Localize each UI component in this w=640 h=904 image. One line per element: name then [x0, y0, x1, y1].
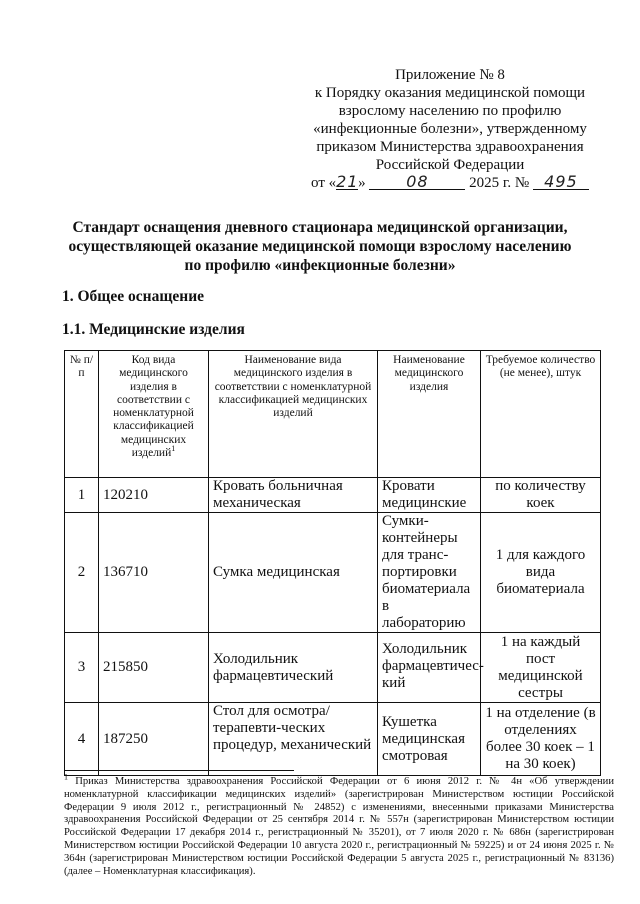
row-num: 1 [65, 478, 99, 513]
appendix-line: взрослому населению по профилю [338, 103, 562, 119]
footnote-ref: 1 [171, 444, 176, 454]
footnote-mark: 1 [64, 772, 68, 782]
footnote-text: Приказ Министерства здравоохранения Российской Федерации от 6 июня 2012 г. № 4н «Об утверждении номенклатурной классификации медицинских изделий» (зарегистрирован Министерством юстиции Российской Федерации 9 июля 2012 г., регистрационный № 24852) с изменениями, внесенными приказами Министерства здравоохранения Российской Федерации от 25 сентября 2014 г. № 557н (зарегистрирован Министерством юстиции Российской Федерации 17 декабря 2014 г., регистрационный № 35201), от 7 июля 2020 г. № 686н (зарегистрирован Министерством юстиции Российской Федерации 10 августа 2020 г., регистрационный № 59225) и от 24 июня 2025 г. № 364н (зарегистрирован Министерством юстиции Российской Федерации 5 августа 2025 г., регистрационный № 83136) (далее – Номенклатурная классификация). [64, 776, 614, 877]
row-qty: 1 на отделение (в отделениях более 30 коек – 1 на 30 коек) [481, 703, 601, 776]
table-row [65, 478, 601, 513]
row-code: 120210 [99, 478, 209, 513]
row-type-name: Сумка медицинская [209, 513, 378, 633]
row-type-name: Стол для осмотра/терапевти-ческих процедур, механический [209, 703, 378, 776]
appendix-line: Российской Федерации [375, 157, 525, 173]
appendix-header [300, 66, 600, 192]
header-type-name: Наименование вида медицинского изделия в соответствии с номенклатурной классификацией медицинских изделий [209, 351, 378, 478]
table-row [65, 703, 601, 776]
order-number: 495 [533, 174, 589, 190]
row-code: 187250 [99, 703, 209, 776]
order-line [300, 174, 600, 192]
header-qty: Требуемое количество (не менее), штук [481, 351, 601, 478]
header-item-name: Наименование медицинского изделия [378, 351, 481, 478]
row-num: 3 [65, 633, 99, 703]
order-day: 21 [336, 172, 359, 191]
footnote [64, 772, 614, 878]
row-code: 215850 [99, 633, 209, 703]
appendix-line: приказом Министерства здравоохранения [316, 139, 584, 155]
row-code: 136710 [99, 513, 209, 633]
row-item-name: Сумки-контейнеры для транс-портировки биоматериала в лабораторию [378, 513, 481, 633]
row-num: 4 [65, 703, 99, 776]
appendix-line: «инфекционные болезни», утвержденному [313, 121, 587, 137]
subsection-heading: 1.1. Медицинские изделия [62, 321, 245, 338]
row-type-name: Холодильник фармацевтический [209, 633, 378, 703]
table-row [65, 513, 601, 633]
row-item-name: Холодильник фармацевтичес-кий [378, 633, 481, 703]
header-code [99, 351, 209, 478]
table-header-row [65, 351, 601, 478]
order-prefix: от « [311, 175, 337, 191]
appendix-title: Приложение № 8 [395, 67, 505, 83]
order-quote: » [358, 175, 366, 191]
row-qty: 1 для каждого вида биоматериала [481, 513, 601, 633]
table-row [65, 633, 601, 703]
row-qty: по количеству коек [481, 478, 601, 513]
row-qty: 1 на каждый пост медицинской сестры [481, 633, 601, 703]
appendix-line: к Порядку оказания медицинской помощи [314, 85, 586, 101]
title-line: по профилю «инфекционные болезни» [184, 257, 456, 274]
row-type-name: Кровать больничная механическая [209, 478, 378, 513]
title-line: осуществляющей оказание медицинской помощи взрослому населению [68, 238, 572, 255]
row-item-name: Кровати медицинские [378, 478, 481, 513]
document-title [40, 218, 600, 275]
header-num: № п/п [65, 351, 99, 478]
row-num: 2 [65, 513, 99, 633]
order-month: 08 [369, 174, 465, 190]
section-heading: 1. Общее оснащение [62, 288, 205, 305]
row-item-name: Кушетка медицинская смотровая [378, 703, 481, 776]
order-year: 2025 г. № [469, 175, 530, 191]
title-line: Стандарт оснащения дневного стационара медицинской организации, [72, 219, 568, 236]
header-code-text: Код вида медицинского изделия в соответствии с номенклатурной классификацией медицинских изделий [113, 354, 194, 460]
footnote-divider [64, 770, 294, 771]
equipment-table [64, 350, 601, 776]
